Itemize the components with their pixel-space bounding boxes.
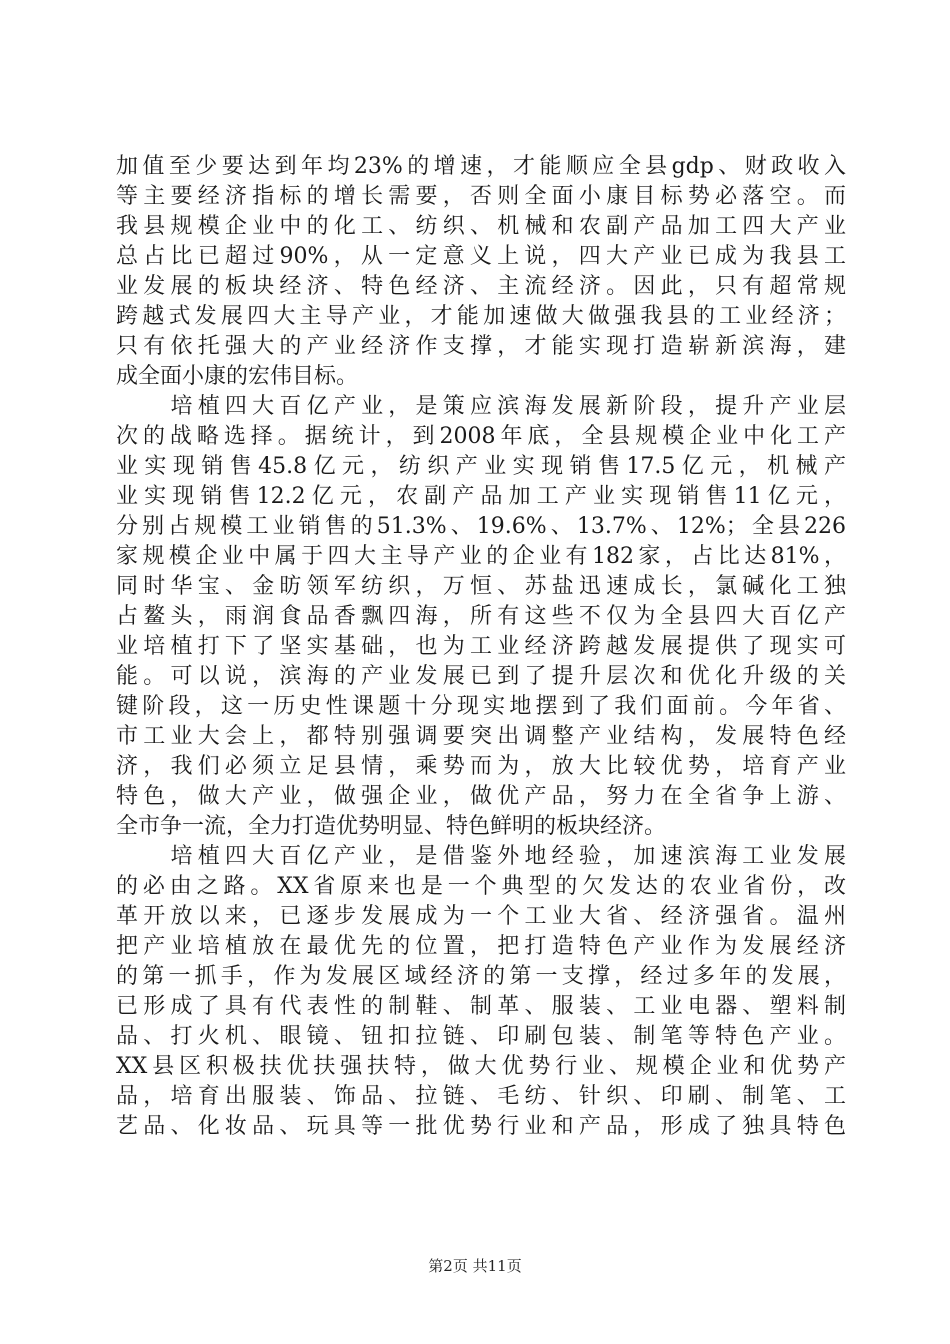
text-line: 品、打火机、眼镜、钮扣拉链、印刷包装、制笔等特色产业。 — [116, 1024, 846, 1049]
text-line: 次的战略选择。据统计，到2008年底，全县规模企业中化工产 — [116, 424, 846, 449]
text-line: 占鳌头，雨润食品香飘四海，所有这些不仅为全县四大百亿产 — [116, 604, 846, 629]
text-line: 特色，做大产业，做强企业，做优产品，努力在全省争上游、 — [116, 784, 846, 809]
text-line: 全市争一流，全力打造优势明显、特色鲜明的板块经济。 — [116, 814, 667, 839]
text-line: 分别占规模工业销售的51.3%、19.6%、13.7%、12%；全县226 — [116, 514, 846, 539]
text-line: 等主要经济指标的增长需要，否则全面小康目标势必落空。而 — [116, 184, 846, 209]
page-footer: 第2页 共11页 — [428, 1257, 522, 1275]
text-line: 业培植打下了坚实基础，也为工业经济跨越发展提供了现实可 — [116, 634, 846, 659]
text-line: 只有依托强大的产业经济作支撑，才能实现打造崭新滨海，建 — [116, 334, 846, 359]
text-line: 革开放以来，已逐步发展成为一个工业大省、经济强省。温州 — [116, 904, 846, 929]
text-line: 市工业大会上，都特别强调要突出调整产业结构，发展特色经 — [116, 724, 846, 749]
text-line: 成全面小康的宏伟目标。 — [116, 364, 359, 389]
text-line: 加值至少要达到年均23%的增速，才能顺应全县gdp、财政收入 — [116, 154, 846, 179]
text-line: 业发展的板块经济、特色经济、主流经济。因此，只有超常规 — [116, 274, 846, 299]
text-line: XX县区积极扶优扶强扶特，做大优势行业、规模企业和优势产 — [116, 1054, 846, 1079]
text-line: 业实现销售12.2亿元，农副产品加工产业实现销售11亿元， — [116, 484, 846, 509]
body-text — [116, 152, 846, 1142]
text-line: 家规模企业中属于四大主导产业的企业有182家，占比达81%， — [116, 544, 846, 569]
text-line: 业实现销售45.8亿元，纺织产业实现销售17.5亿元，机械产 — [116, 454, 846, 479]
text-line: 跨越式发展四大主导产业，才能加速做大做强我县的工业经济； — [116, 304, 846, 329]
text-line: 的必由之路。XX省原来也是一个典型的欠发达的农业省份，改 — [116, 874, 846, 899]
text-line: 已形成了具有代表性的制鞋、制革、服装、工业电器、塑料制 — [116, 994, 846, 1019]
text-line: 总占比已超过90%，从一定意义上说，四大产业已成为我县工 — [116, 244, 846, 269]
text-line: 培植四大百亿产业，是策应滨海发展新阶段，提升产业层 — [116, 394, 846, 419]
text-line: 品，培育出服装、饰品、拉链、毛纺、针织、印刷、制笔、工 — [116, 1084, 846, 1109]
text-line: 艺品、化妆品、玩具等一批优势行业和产品，形成了独具特色 — [116, 1114, 846, 1139]
text-line: 同时华宝、金昉领军纺织，万恒、苏盐迅速成长，氯碱化工独 — [116, 574, 846, 599]
text-line: 的第一抓手，作为发展区域经济的第一支撑，经过多年的发展， — [116, 964, 846, 989]
text-line: 把产业培植放在最优先的位置，把打造特色产业作为发展经济 — [116, 934, 846, 959]
text-line: 键阶段，这一历史性课题十分现实地摆到了我们面前。今年省、 — [116, 694, 846, 719]
text-line: 培植四大百亿产业，是借鉴外地经验，加速滨海工业发展 — [116, 844, 846, 869]
text-line: 能。可以说，滨海的产业发展已到了提升层次和优化升级的关 — [116, 664, 846, 689]
text-line: 济，我们必须立足县情，乘势而为，放大比较优势，培育产业 — [116, 754, 846, 779]
text-line: 我县规模企业中的化工、纺织、机械和农副产品加工四大产业 — [116, 214, 846, 239]
